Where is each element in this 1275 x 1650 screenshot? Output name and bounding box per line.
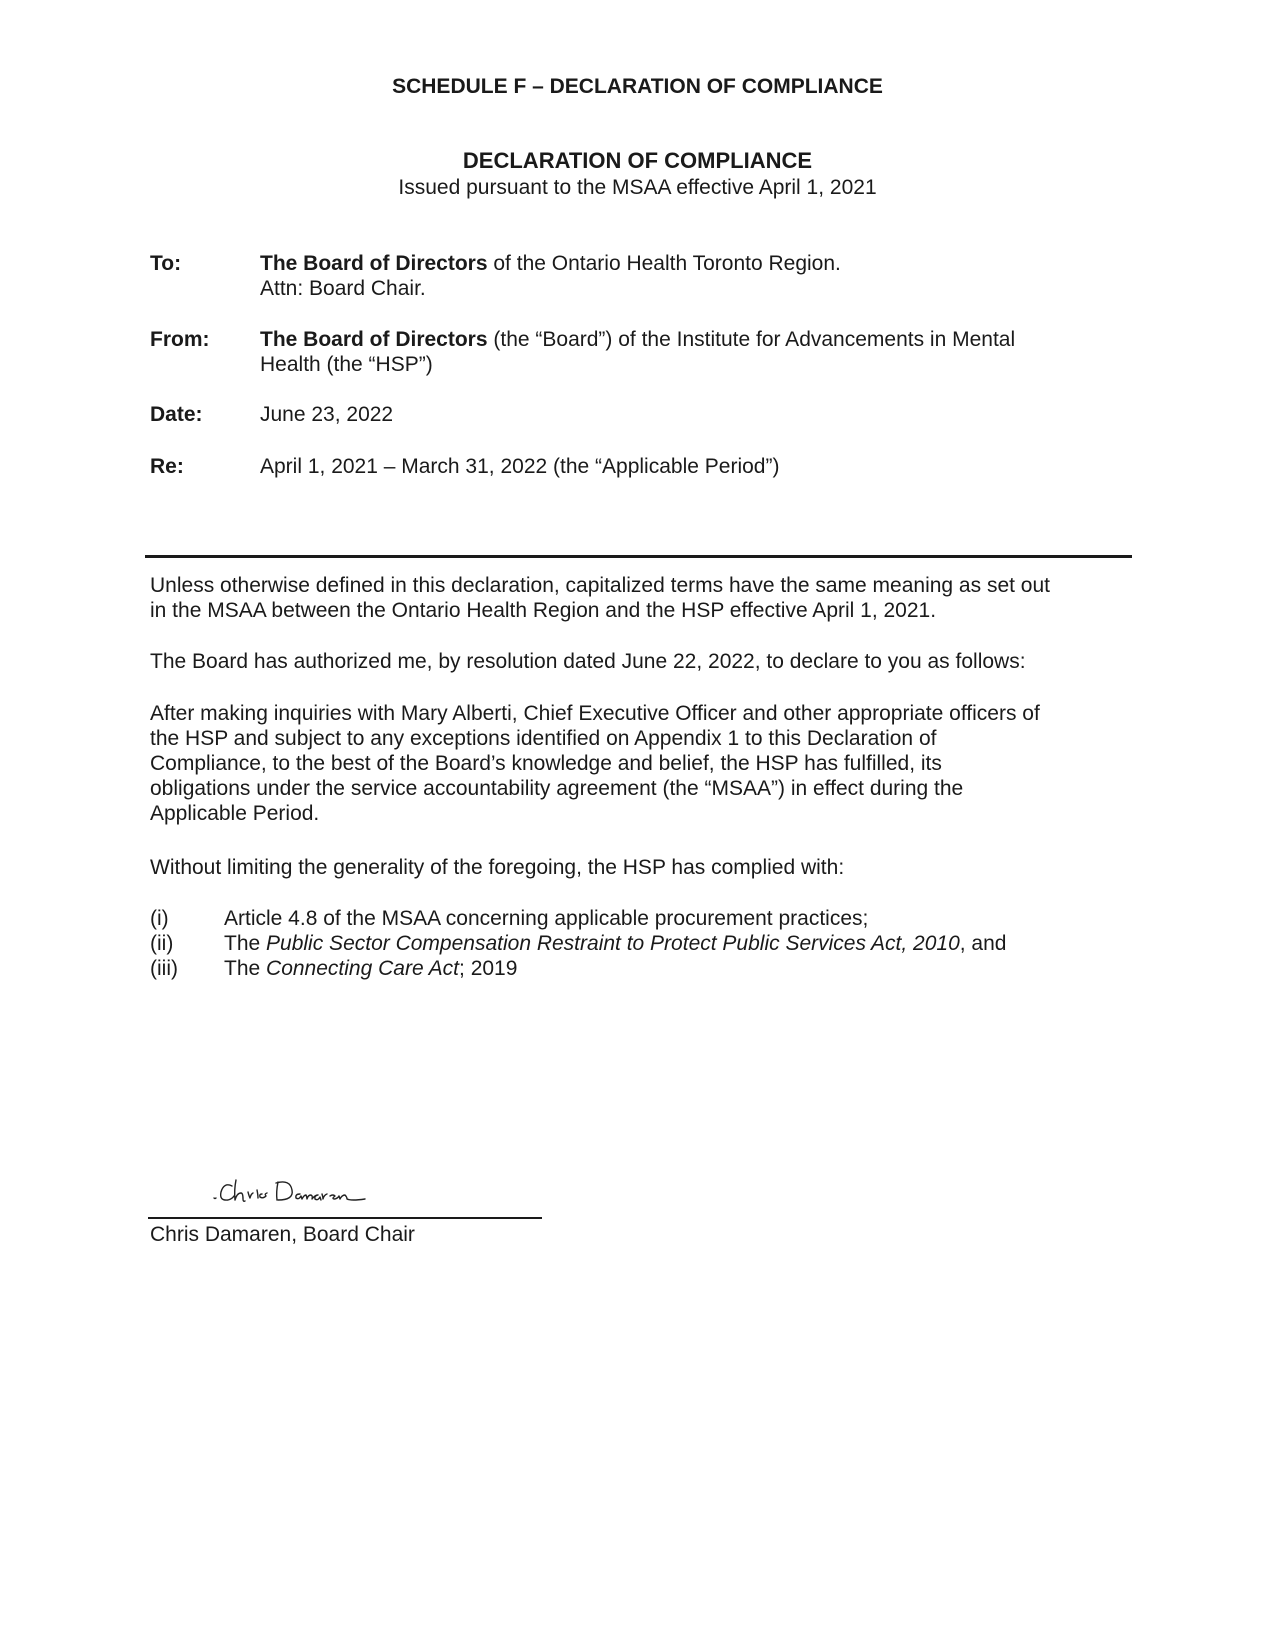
paragraph-line: Unless otherwise defined in this declaration, capitalized terms have the same meaning as set out bbox=[150, 574, 1050, 597]
to-value bbox=[260, 251, 1120, 301]
signatory-name: Chris Damaren, Board Chair bbox=[150, 1223, 415, 1246]
from-sender-rest: (the “Board”) of the Institute for Advancements in Mental bbox=[487, 328, 1016, 351]
signature-line bbox=[148, 1217, 542, 1219]
list-text-plain: , and bbox=[959, 932, 1007, 955]
from-label: From: bbox=[150, 328, 210, 351]
schedule-title: SCHEDULE F – DECLARATION OF COMPLIANCE bbox=[392, 75, 883, 98]
handwritten-signature bbox=[210, 1172, 370, 1212]
list-text-plain: The bbox=[224, 957, 267, 980]
paragraph-declaration bbox=[150, 701, 1130, 826]
to-label: To: bbox=[150, 252, 182, 275]
from-sender-bold: The Board of Directors bbox=[260, 328, 488, 351]
list-text-plain: The bbox=[224, 932, 267, 955]
paragraph-definitions bbox=[150, 573, 1130, 623]
declaration-title: DECLARATION OF COMPLIANCE bbox=[462, 148, 813, 173]
list-text-italic: Connecting Care Act bbox=[266, 957, 460, 980]
re-value: April 1, 2021 – March 31, 2022 (the “Applicable Period”) bbox=[260, 455, 780, 478]
from-sender-line2: Health (the “HSP”) bbox=[260, 353, 433, 376]
paragraph-authorization: The Board has authorized me, by resolution dated June 22, 2022, to declare to you as follows: bbox=[150, 650, 1026, 673]
to-recipient-rest: of the Ontario Health Toronto Region. bbox=[487, 252, 841, 275]
paragraph-line: After making inquiries with Mary Alberti, Chief Executive Officer and other appropriate officers of bbox=[150, 702, 1040, 725]
list-text-plain: ; 2019 bbox=[459, 957, 518, 980]
to-recipient-bold: The Board of Directors bbox=[260, 252, 488, 275]
paragraph-line: the HSP and subject to any exceptions identified on Appendix 1 to this Declaration of bbox=[150, 727, 937, 750]
list-text bbox=[224, 931, 1124, 956]
list-number: (ii) bbox=[150, 932, 174, 955]
paragraph-line: obligations under the service accountability agreement (the “MSAA”) in effect during the bbox=[150, 777, 964, 800]
list-text bbox=[224, 956, 1124, 981]
list-text bbox=[224, 906, 1124, 931]
list-number: (iii) bbox=[150, 957, 178, 980]
re-label: Re: bbox=[150, 455, 184, 478]
paragraph-line: in the MSAA between the Ontario Health Region and the HSP effective April 1, 2021. bbox=[150, 599, 937, 622]
list-number: (i) bbox=[150, 907, 169, 930]
paragraph-compliance-intro: Without limiting the generality of the foregoing, the HSP has complied with: bbox=[150, 856, 845, 879]
declaration-subtitle: Issued pursuant to the MSAA effective April 1, 2021 bbox=[398, 176, 877, 199]
from-value bbox=[260, 327, 1120, 377]
paragraph-line: Applicable Period. bbox=[150, 802, 320, 825]
list-text-plain: Article 4.8 of the MSAA concerning applicable procurement practices; bbox=[224, 907, 869, 930]
date-value: June 23, 2022 bbox=[260, 403, 394, 426]
paragraph-line: Compliance, to the best of the Board’s knowledge and belief, the HSP has fulfilled, its bbox=[150, 752, 942, 775]
to-attn: Attn: Board Chair. bbox=[260, 277, 426, 300]
list-text-italic: Public Sector Compensation Restraint to Protect Public Services Act, 2010 bbox=[266, 932, 960, 955]
date-label: Date: bbox=[150, 403, 203, 426]
divider-rule bbox=[145, 555, 1132, 558]
